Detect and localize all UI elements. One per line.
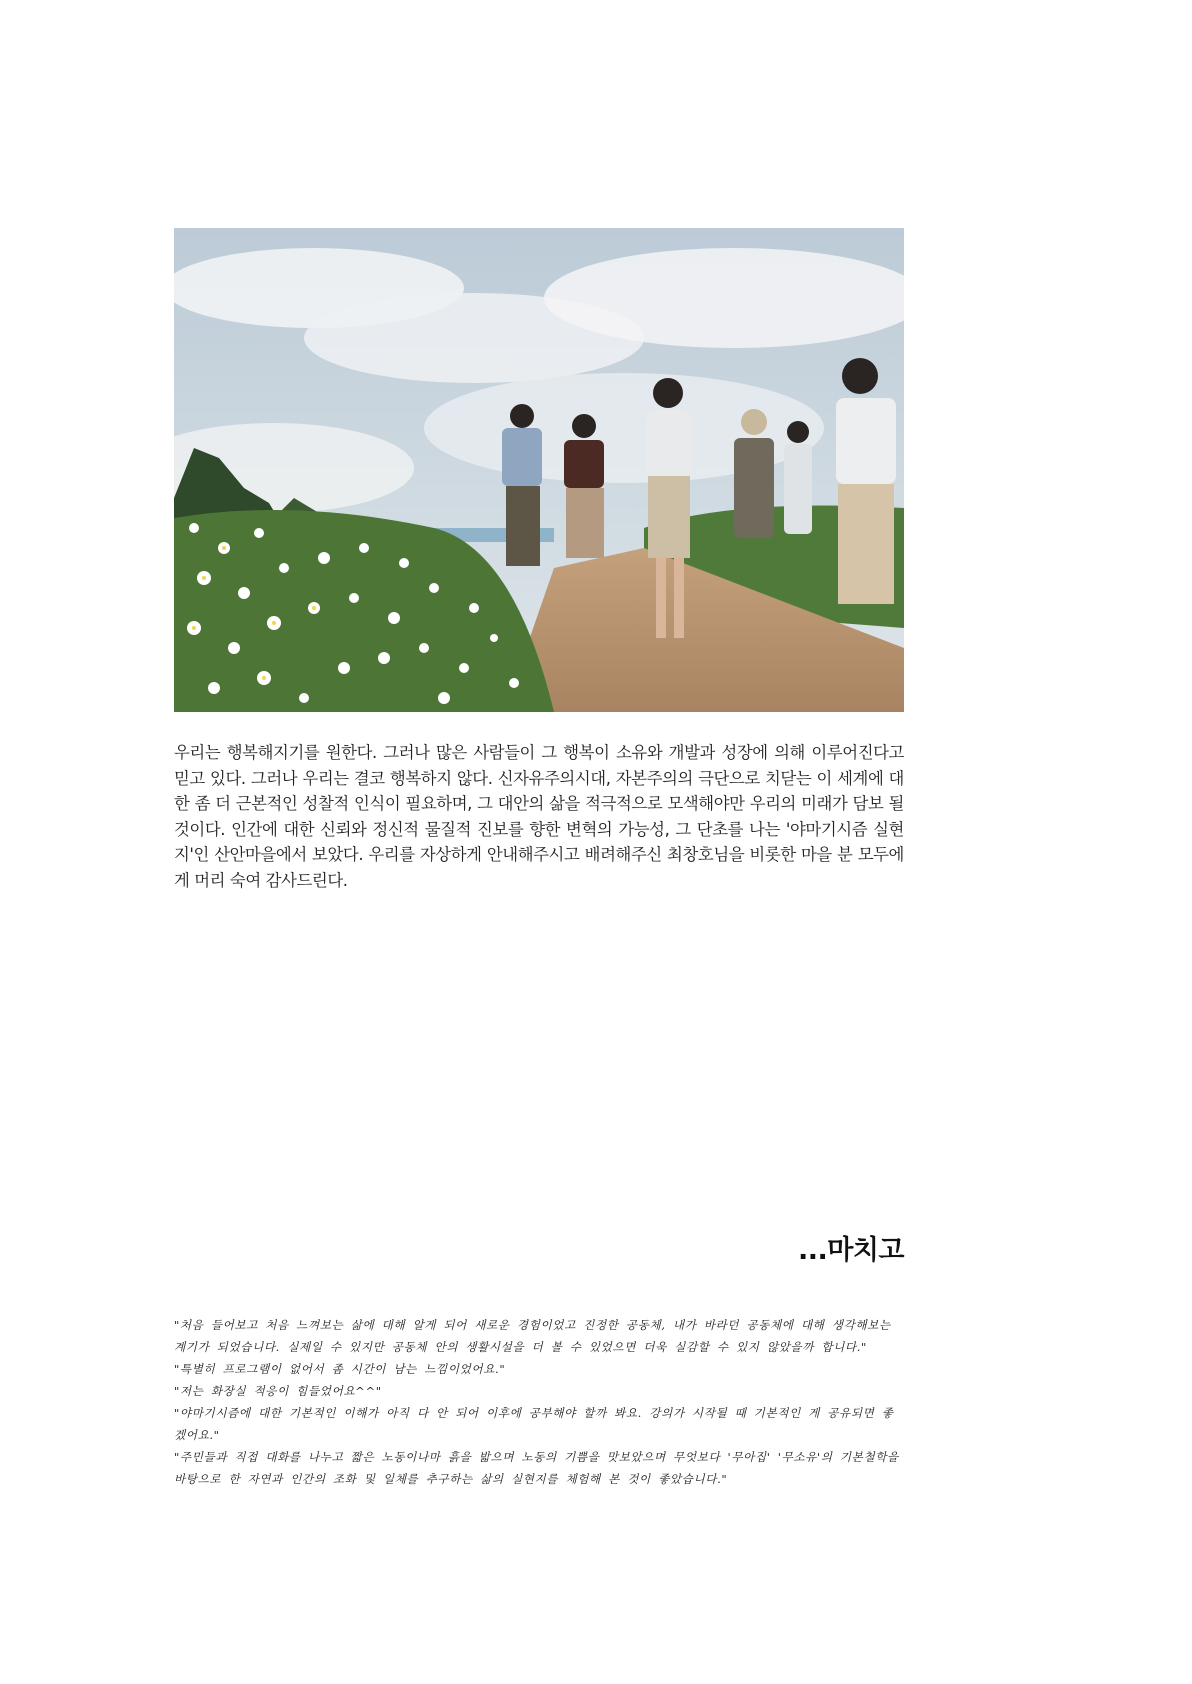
comment-3: "저는 화장실 적응이 힘들었어요^^" xyxy=(174,1384,382,1398)
participant-comments xyxy=(174,1314,904,1490)
walking-group-photo xyxy=(174,228,904,712)
comment-4: "야마기시즘에 대한 기본적인 이해가 아직 다 안 되어 이후에 공부해야 할까 봐요. 강의가 시작될 때 기본적인 게 공유되면 좋겠어요." xyxy=(174,1406,894,1442)
photo-illustration xyxy=(174,228,904,712)
comment-5: "주민들과 직접 대화를 나누고 짧은 노동이나마 흙을 밟으며 노동의 기쁨을 맛보았으며 무엇보다 '무아집' '무소유'의 기본철학을 바탕으로 한 자연과 인간의 조화 및 일체를 추구하는 삶의 실현지를 체험해 본 것이 좋았습니다." xyxy=(174,1450,899,1486)
body-paragraph: 우리는 행복해지기를 원한다. 그러나 많은 사람들이 그 행복이 소유와 개발과 성장에 의해 이루어진다고 믿고 있다. 그러나 우리는 결코 행복하지 않다. 신자유주의시대, 자본주의의 극단으로 치닫는 이 세계에 대한 좀 더 근본적인 성찰적 인식이 필요하며, 그 대안의 삶을 적극적으로 모색해야만 우리의 미래가 담보 될 것이다. 인간에 대한 신뢰와 정신적 물질적 진보를 향한 변혁의 가능성, 그 단초를 나는 '야마기시즘 실현지'인 산안마을에서 보았다. 우리를 자상하게 안내해주시고 배려해주신 최창호님을 비롯한 마을 분 모두에게 머리 숙여 감사드린다. xyxy=(174,743,904,890)
closing-title: ...마치고 xyxy=(797,1235,904,1266)
comment-1: "처음 들어보고 처음 느껴보는 삶에 대해 알게 되어 새로운 경험이었고 진정한 공동체, 내가 바라던 공동체에 대해 생각해보는 계기가 되었습니다. 실제일 수 있지만 공동체 안의 생활시설을 더 볼 수 있었으면 더욱 실감할 수 있지 않았을까 합니다." xyxy=(174,1318,891,1354)
comment-2: "특별히 프로그램이 없어서 좀 시간이 남는 느낌이었어요." xyxy=(174,1362,506,1376)
